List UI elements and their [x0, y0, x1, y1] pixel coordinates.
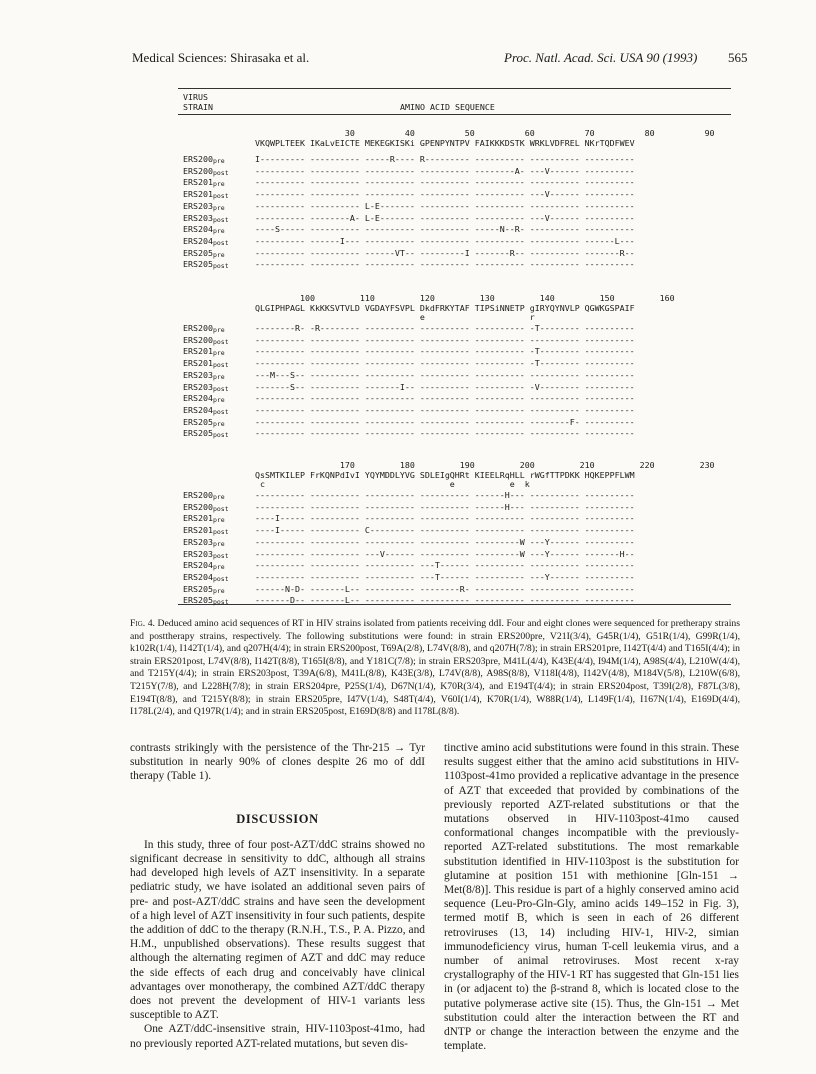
strain-sequence: ----S----- ---------- ---------- ---------- -----N--R- ---------- ---------- [255, 224, 635, 235]
strain-label [183, 525, 229, 536]
strain-sequence: -------S-- ---------- -------I-- ---------- ---------- -V-------- ---------- [255, 381, 635, 392]
strain-label [183, 358, 229, 369]
col-header-virus: VIRUS [183, 92, 208, 102]
strain-timepoint: pre [212, 396, 225, 405]
strain-sequence: ---------- ---------- ---------- ---------- ---------- ---------- ---------- [255, 259, 635, 270]
strain-timepoint: pre [212, 250, 225, 259]
figure-header-rule [178, 114, 731, 115]
strain-sequence: ---------- ---------- ---------- ---------- ---------- ---------- ---------- [255, 393, 635, 404]
strain-name: ERS203 [183, 381, 213, 392]
strain-name: ERS203 [183, 369, 213, 380]
consensus-variant-line: c e e k [255, 479, 530, 489]
strain-name: ERS205 [183, 247, 213, 258]
consensus-sequence: VKQWPLTEEK IKaLvEICTE MEKEGKISKi GPENPYNTPV FAIKKKDSTK WRKLVDFREL NKrTQDFWEV [255, 138, 635, 148]
strain-timepoint: pre [212, 586, 225, 595]
strain-timepoint: pre [212, 203, 225, 212]
col-header-sequence: AMINO ACID SEQUENCE [400, 102, 495, 112]
running-header-journal: Proc. Natl. Acad. Sci. USA 90 (1993) [504, 50, 698, 65]
strain-label [183, 236, 229, 247]
strain-label [183, 201, 225, 212]
strain-name: ERS205 [183, 595, 213, 606]
strain-label [183, 248, 225, 259]
strain-sequence: ---M---S-- ---------- ---------- ---------- ---------- ---------- ---------- [255, 369, 635, 380]
strain-name: ERS201 [183, 346, 213, 357]
strain-label [183, 177, 225, 188]
strain-name: ERS205 [183, 259, 213, 270]
strain-timepoint: post [212, 168, 229, 177]
strain-timepoint: post [212, 384, 229, 393]
strain-sequence: ---------- ---------- ---------- ---------- ---------- ---------- ---------- [255, 404, 635, 415]
strain-name: ERS200 [183, 501, 213, 512]
strain-sequence: ---------- ---------- ---------- ---------- ---------- ---V------ ---------- [255, 189, 635, 200]
strain-name: ERS205 [183, 416, 213, 427]
strain-name: ERS201 [183, 358, 213, 369]
left-paragraph-2: In this study, three of four post-AZT/ddC strains showed no significant decrease in sensitivity to ddC, although all strains had developed high levels of AZT insensitivity. In a separate pediatric study, we have isolated an additional seven pairs of pre- and post-AZT/ddC strains and have seen the development of a high level of AZT insensitivity in four such patients, despite the addition of ddC to the therapy (R.N.H., T.S., P. A. Pizzo, and H.M., unpublished observations). These results suggest that although the alternating regimen of AZT and ddC may reduce the side effects of each drug and conceivably have clinical advantages over monotherapy, the combined AZT/ddC therapy does not prevent the development of HIV-1 variants less susceptible to AZT. [130, 838, 425, 1022]
strain-timepoint: post [212, 192, 229, 201]
strain-label [183, 323, 225, 334]
strain-label [183, 259, 229, 270]
figure-top-rule [178, 88, 731, 89]
strain-name: ERS200 [183, 165, 213, 176]
strain-sequence: ---------- --------A- L-E------- ---------- ---------- ---V------ ---------- [255, 212, 635, 223]
strain-sequence: ---------- ---------- ---------- ---------- ------H--- ---------- ---------- [255, 501, 635, 512]
strain-label [183, 405, 229, 416]
strain-name: ERS200 [183, 154, 213, 164]
strain-sequence: ---------- ---------- ---------- ---------- ---------- -T-------- ---------- [255, 346, 635, 357]
strain-name: ERS204 [183, 393, 213, 404]
strain-timepoint: pre [212, 493, 225, 501]
left-paragraph-3: One AZT/ddC-insensitive strain, HIV-1103post-41mo, had no previously reported AZT-related mutations, but seven dis- [130, 1023, 425, 1050]
strain-sequence: ---------- ---------- ---------- ---------- --------A- ---V------ ---------- [255, 165, 635, 176]
strain-sequence: ---------- ---------- ---V------ ---------- ---------W ---Y------ -------H-- [255, 548, 635, 559]
consensus-variant-line: e r [255, 312, 535, 322]
strain-timepoint: pre [212, 349, 225, 358]
strain-label [183, 560, 225, 571]
strain-timepoint: post [212, 528, 229, 537]
strain-name: ERS205 [183, 583, 213, 594]
figure-bottom-rule [178, 604, 731, 605]
right-paragraph-1: tinctive amino acid substitutions were found in this strain. These results suggest either that the amino acid substitutions in HIV-1103post-41mo provided a replicative advantage in the presence of AZT that exceeded that provided by combinations of the previously reported AZT-related substitutions or that the mutations observed in HIV-1103post-41mo caused conformational changes incompatible with the previously-reported AZT-related substitutions. The most remarkable substitution identified in HIV-1103post is the substitution for glutamine at position 151 with methionine [Gln-151 → Met(8/8)]. This residue is part of a highly conserved amino acid sequence (Leu-Pro-Gln-Gly, amino acids 149–152 in Fig. 3), termed motif B, which is seen in each of 26 different retroviruses (13, 14) including HIV-1, HIV-2, simian immunodeficiency virus, human T-cell leukemia virus, and a number of animal retroviruses. Most recent x-ray crystallography of the HIV-1 RT has suggested that Gln-151 lies in (or adjacent to) the β-strand 8, which is located close to the putative polymerase active site (15). Thus, the Gln-151 → Met substitution could alter the interaction between the RT and dNTP or change the interaction between the enzyme and the template. [444, 742, 739, 1053]
strain-label [183, 224, 225, 235]
strain-name: ERS204 [183, 235, 213, 246]
strain-name: ERS200 [183, 490, 213, 500]
strain-sequence: ---------- ---------- ---------- ---------- ---------- --------F- ---------- [255, 416, 635, 427]
strain-sequence: ---------- ---------- ------VT-- ---------I -------R-- ---------- -------R-- [255, 247, 635, 258]
caption-text: Deduced amino acid sequences of RT in HIV strains isolated from patients receiving ddI. Four and eight clones were sequenced for pretherapy strains and posttherapy strains, respectively. The following substitutions were found: in strain ERS200pre, V21I(3/4), G45R(1/4), G51R(1/4), G99R(1/4), k102R(1/4), I142T(1/4), and q207H(4/4); in strain ERS200post, T69A(2/8), L74V(8/8), and q207H(7/8); in strain ERS201pre, I142T(4/4) and T165I(4/4); in strain ERS201post, L74V(8/8), I142T(8/8), T165I(8/8), and Y181C(7/8); in strain ERS203pre, M41L(4/4), K43E(4/4), I94M(1/4), A98S(4/4), L210W(4/4), and T215Y(4/4); in strain ERS203post, T39A(6/8), M41L(8/8), K43E(3/8), L74V(8/8), A98S(8/8), V118I(4/8), I142V(4/8), M184V(5/8), L210W(6/8), T215Y(7/8), and L228H(7/8); in strain ERS204pre, P25S(1/4), D67N(1/4), K70R(3/4), and E194T(4/4); in strain ERS204post, T39I(2/8), F87L(3/8), E194T(8/8), and T215Y(8/8); in strain ERS205pre, I47V(1/4), S48T(4/4), V60I(1/4), K70R(1/4), W88R(1/4), L149F(1/4), I167N(1/4), E169D(4/4), I178L(2/4), and Q197R(1/4); and in strain ERS205post, E169D(8/8) and I178L(8/8). [130, 618, 741, 718]
strain-name: ERS204 [183, 571, 213, 582]
page-number: 565 [728, 50, 748, 65]
strain-sequence: I--------- ---------- -----R---- R--------- ---------- ---------- ---------- [255, 154, 635, 164]
strain-timepoint: post [212, 504, 229, 513]
strain-timepoint: post [212, 551, 229, 560]
strain-label [183, 189, 229, 200]
strain-name: ERS201 [183, 525, 213, 536]
left-paragraph-1: contrasts strikingly with the persistence of the Thr-215 → Tyr substitution in nearly 90% of clones despite 26 mo of ddI therapy (Table 1). [130, 742, 425, 783]
consensus-sequence: QLGIPHPAGL KkKKSVTVLD VGDAYFSVPL DkdFRKYTAF TIPSiNNETP gIRYQYNVLP QGWKGSPAIF [255, 303, 635, 313]
strain-timepoint: pre [212, 563, 225, 572]
strain-timepoint: post [212, 574, 229, 583]
strain-sequence: --------R- -R-------- ---------- ---------- ---------- -T-------- ---------- [255, 323, 635, 333]
strain-timepoint: post [212, 598, 229, 607]
strain-label [183, 166, 229, 177]
strain-sequence: ----I----- ---------- ---------- ---------- ---------- ---------- ---------- [255, 513, 635, 524]
strain-timepoint: post [212, 361, 229, 370]
strain-sequence: ---------- ---------- ---------- ---T------ ---------- ---------- ---------- [255, 560, 635, 571]
strain-sequence: ------N-D- -------L-- ---------- --------R- ---------- ---------- ---------- [255, 583, 635, 594]
strain-label [183, 537, 225, 548]
strain-timepoint: pre [212, 326, 225, 334]
strain-timepoint: post [212, 431, 229, 440]
discussion-heading: DISCUSSION [236, 811, 319, 826]
strain-label [183, 502, 229, 513]
figure-label: Fig. 4. [130, 618, 155, 629]
right-column [444, 741, 739, 1053]
strain-name: ERS200 [183, 334, 213, 345]
strain-label [183, 513, 225, 524]
strain-label [183, 382, 229, 393]
strain-name: ERS203 [183, 536, 213, 547]
position-numbers: 100 110 120 130 140 150 160 [255, 293, 675, 303]
strain-name: ERS204 [183, 404, 213, 415]
strain-timepoint: post [212, 407, 229, 416]
strain-timepoint: pre [212, 419, 225, 428]
strain-label [183, 346, 225, 357]
strain-timepoint: post [212, 262, 229, 271]
strain-name: ERS203 [183, 548, 213, 559]
col-header-strain: STRAIN [183, 102, 213, 112]
strain-name: ERS203 [183, 212, 213, 223]
figure-caption [130, 618, 740, 719]
strain-label [183, 549, 229, 560]
strain-label [183, 335, 229, 346]
position-numbers: 30 40 50 60 70 80 90 [255, 128, 715, 138]
strain-timepoint: pre [212, 227, 225, 236]
strain-timepoint: post [212, 215, 229, 224]
strain-sequence: ---------- ---------- ---------- ---------- ---------- -T-------- ---------- [255, 358, 635, 369]
strain-label [183, 213, 229, 224]
position-numbers: 170 180 190 200 210 220 230 [255, 460, 715, 470]
strain-timepoint: pre [212, 539, 225, 548]
strain-name: ERS201 [183, 513, 213, 524]
strain-name: ERS204 [183, 224, 213, 235]
strain-label [183, 584, 225, 595]
strain-sequence: ---------- ---------- ---------- ---T------ ---------- ---Y------ ---------- [255, 571, 635, 582]
strain-label [183, 490, 225, 501]
strain-timepoint: pre [212, 180, 225, 189]
consensus-sequence: QsSMTKILEP FrKQNPdIvI YQYMDDLYVG SDLEIgQHRt KIEELRqHLL rWGfTTPDKK HQKEPPFLWM [255, 470, 635, 480]
strain-name: ERS201 [183, 177, 213, 188]
strain-timepoint: pre [212, 516, 225, 525]
strain-timepoint: post [212, 337, 229, 346]
strain-timepoint: post [212, 238, 229, 247]
running-header-left: Medical Sciences: Shirasaka et al. [132, 50, 310, 65]
strain-name: ERS205 [183, 428, 213, 439]
strain-sequence: ---------- ---------- ---------- ---------- ---------- ---------- ---------- [255, 334, 635, 345]
strain-name: ERS201 [183, 189, 213, 200]
strain-label [183, 417, 225, 428]
strain-sequence: ---------- ---------- ---------- ---------- ---------W ---Y------ ---------- [255, 536, 635, 547]
strain-timepoint: pre [212, 157, 225, 165]
strain-sequence: -------D-- -------L-- ---------- ---------- ---------- ---------- ---------- [255, 595, 635, 606]
strain-sequence: ---------- ---------- ---------- ---------- ------H--- ---------- ---------- [255, 490, 635, 500]
strain-name: ERS200 [183, 323, 213, 333]
strain-label [183, 572, 229, 583]
strain-sequence: ---------- ------I--- ---------- ---------- ---------- ---------- ------L--- [255, 235, 635, 246]
strain-timepoint: pre [212, 372, 225, 381]
strain-label [183, 428, 229, 439]
strain-sequence: ---------- ---------- L-E------- ---------- ---------- ---------- ---------- [255, 200, 635, 211]
strain-label [183, 393, 225, 404]
strain-name: ERS203 [183, 200, 213, 211]
strain-label [183, 154, 225, 165]
strain-sequence: ---------- ---------- ---------- ---------- ---------- ---------- ---------- [255, 177, 635, 188]
left-column [130, 741, 425, 1051]
strain-sequence: ----I----- ---------- C--------- ---------- ---------- ---------- ---------- [255, 525, 635, 536]
strain-sequence: ---------- ---------- ---------- ---------- ---------- ---------- ---------- [255, 428, 635, 439]
strain-label [183, 370, 225, 381]
strain-name: ERS204 [183, 560, 213, 571]
